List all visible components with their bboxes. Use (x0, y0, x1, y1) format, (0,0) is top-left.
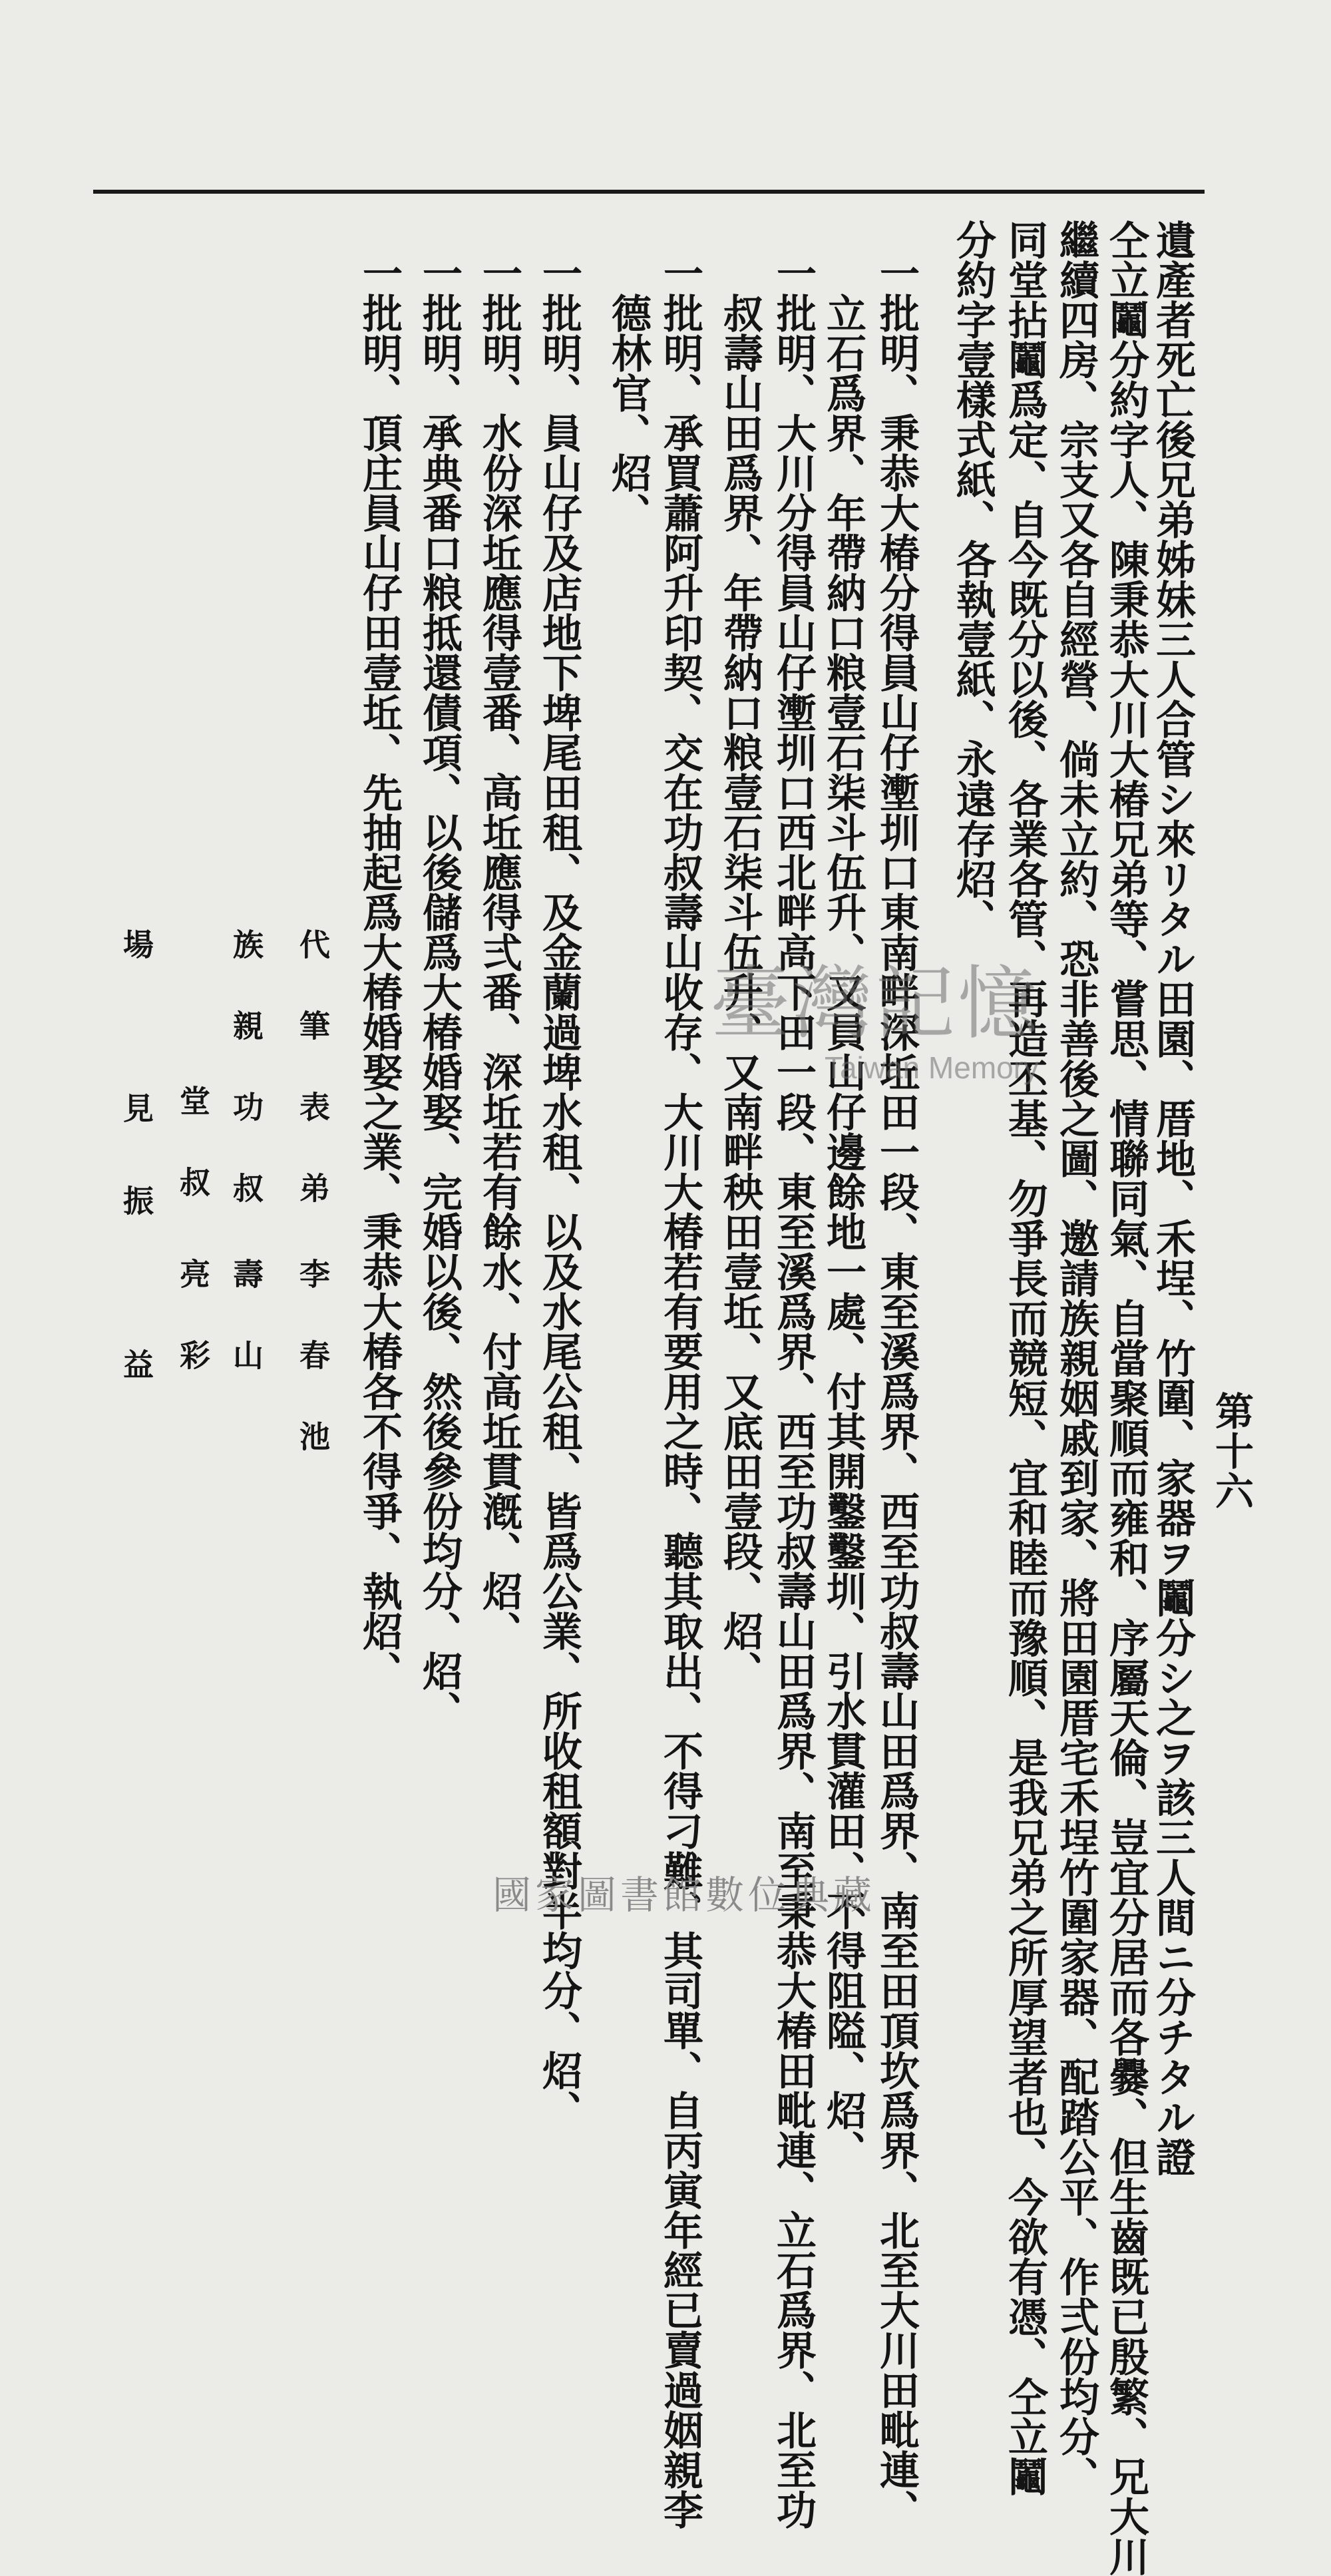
body-column: 一批明、承典番口粮抵還債項、以後儲爲大椿婚娶、完婚以後、然後參份均分、炤、 (416, 253, 463, 1731)
body-column: 德林官、炤、 (605, 293, 652, 533)
signature-role: 代筆表弟 (295, 929, 331, 1253)
body-column: 叔壽山田爲界、年帶納口粮壹石柒斗伍升、又南畔秧田壹坵、又底田壹段、炤、 (717, 293, 763, 1691)
signature-name: 振益 (118, 1185, 154, 1512)
watermark-subtitle: Taiwan Memory (824, 1050, 1040, 1085)
page-number: 第十六 (1209, 1391, 1254, 1511)
header-rule (93, 190, 1205, 194)
signature-role: 堂叔 (175, 1085, 211, 1247)
signature-name: 亮彩 (175, 1258, 211, 1420)
body-column: 一批明、承買蕭阿升印契、交在功叔壽山收存、大川大椿若有要用之時、聽其取出、不得刁難、其司單、自丙寅年經已賣過姻親李 (657, 253, 703, 2529)
body-column: 一批明、秉恭大椿分得員山仔壍圳口東南畔深坵田一段、東至溪爲界、西至功叔壽山田爲界、南至田頂坎爲界、北至大川田毗連、 (873, 253, 920, 2529)
body-column: 遺產者死亡後兄弟姊妹三人合管シ來リタル田園、厝地、禾埕、竹圍、家器ヲ鬮分シ之ヲ該三人間ニ分チタル證 (1149, 220, 1196, 2177)
body-column: 繼續四房、宗支又各自經營、倘未立約、恐非善後之圖、邀請族親姻戚到家、將田園厝宅禾埕竹圍家器、配踏公平、作弍份均分、 (1053, 220, 1099, 2496)
signature-role: 族親功叔 (228, 929, 264, 1253)
archive-footer: 國家圖書館數位典藏 (492, 1872, 876, 1918)
body-column: 同堂拈鬮爲定、自今既分以後、各業各管、再造丕基、勿爭長而競短、宜和睦而豫順、是我兄弟之所厚望者也、今欲有憑、仝立鬮 (1002, 220, 1048, 2496)
body-column: 仝立鬮分約字人、陳秉恭大川大椿兄弟等、嘗思、情聯同氣、自當聚順而雍和、序屬天倫、豈宜分居而各爨、但生齒既已殷繁、兄大川 (1103, 220, 1149, 2576)
body-column: 立石爲界、年帶納口粮壹石柒斗伍升、又員山仔邊餘地一處、付其開鑿鑿圳、引水貫灌田、不得阻隘、炤、 (820, 293, 866, 2170)
body-column: 一批明、頂庄員山仔田壹坵、先抽起爲大椿婚娶之業、秉恭大椿各不得爭、執炤、 (356, 253, 403, 1691)
body-column: 一批明、員山仔及店地下埤尾田租、及金蘭過埤水租、以及水尾公租、皆爲公業、所收租額對半均分、炤、 (536, 253, 582, 2130)
signature-name: 壽山 (228, 1258, 264, 1420)
body-column: 一批明、大川分得員山仔壍圳口西北畔高下田一段、東至溪爲界、西至功叔壽山田爲界、南至秉恭大椿田毗連、立石爲界、北至功 (770, 253, 817, 2529)
watermark-title: 臺灣記憶 (710, 958, 1040, 1050)
body-column: 分約字壹樣式紙、各執壹紙、永遠存炤、 (950, 220, 996, 939)
signature-role: 場見 (118, 929, 154, 1256)
signature-name: 李春池 (295, 1258, 331, 1502)
body-column: 一批明、水份深坵應得壹番、高坵應得弍番、深坵若有餘水、付高坵貫漑、炤、 (476, 253, 522, 1651)
